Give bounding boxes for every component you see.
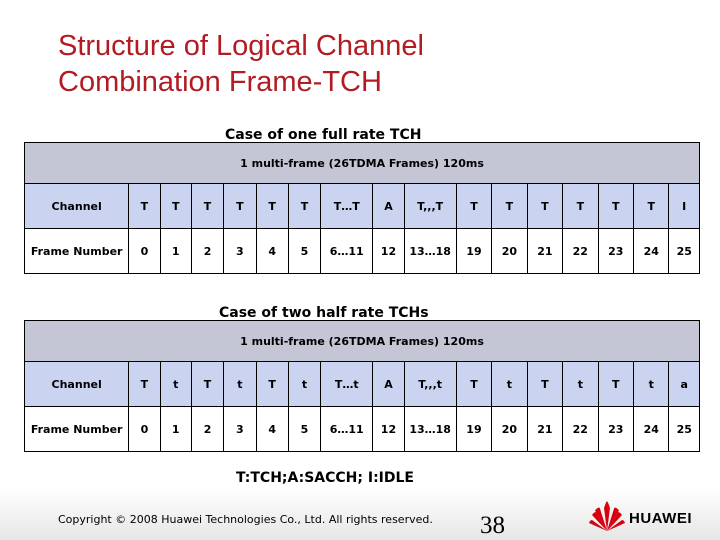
slide-title [58, 28, 658, 100]
table1-frame-cell: 13…18 [404, 229, 456, 274]
table2-channel-cell: T [598, 362, 633, 407]
table2-channel-cell: t [492, 362, 527, 407]
table1-channel-cell: T [563, 184, 598, 229]
table2-channel-label: Channel [25, 362, 129, 407]
table2-frame-cell: 20 [492, 407, 527, 452]
table1-channel-cell: T [129, 184, 160, 229]
table2-frame-label: Frame Number [25, 407, 129, 452]
table2-header-row [25, 321, 700, 362]
table1-channel-row [25, 184, 700, 229]
huawei-logo-icon [587, 499, 627, 533]
table2-channel-cell: t [160, 362, 191, 407]
table1-frame-cell: 25 [669, 229, 700, 274]
table2-channel-row [25, 362, 700, 407]
full-rate-tch-table [24, 142, 700, 274]
table2-frame-cell: 25 [669, 407, 700, 452]
table2-channel-cell: A [373, 362, 404, 407]
table1-frame-cell: 20 [492, 229, 527, 274]
slide-title-line-1: Structure of Logical Channel [58, 30, 424, 62]
table1-channel-cell: T [456, 184, 491, 229]
huawei-logo-text: HUAWEI [629, 510, 692, 527]
table1-channel-cell: T [191, 184, 223, 229]
table2-frame-cell: 0 [129, 407, 160, 452]
table1-frame-cell: 5 [288, 229, 320, 274]
table2-frame-cell: 21 [527, 407, 562, 452]
table1-frame-cell: 21 [527, 229, 562, 274]
table1-frame-cell: 6…11 [321, 229, 373, 274]
table1-channel-cell: T [224, 184, 256, 229]
table2-channel-cell: T [527, 362, 562, 407]
table1-frame-label: Frame Number [25, 229, 129, 274]
table1-channel-cell: T [527, 184, 562, 229]
table2-frame-cell: 24 [634, 407, 669, 452]
table1-channel-cell: T [160, 184, 191, 229]
table2-frame-cell: 2 [191, 407, 223, 452]
copyright-text: Copyright © 2008 Huawei Technologies Co., Ltd. All rights reserved. [58, 513, 433, 526]
table1-frame-cell: 2 [191, 229, 223, 274]
table2-frame-cell: 13…18 [404, 407, 456, 452]
table1-frame-cell: 4 [256, 229, 288, 274]
table1-channel-cell: T…T [321, 184, 373, 229]
table1-channel-cell: T [256, 184, 288, 229]
table2-caption: Case of two half rate TCHs [219, 305, 429, 321]
table2-channel-cell: t [634, 362, 669, 407]
table2-frame-cell: 4 [256, 407, 288, 452]
table1-channel-cell: T,,,T [404, 184, 456, 229]
table2-header: 1 multi-frame (26TDMA Frames) 120ms [25, 321, 700, 362]
table1-channel-cell: T [492, 184, 527, 229]
table2-channel-cell: t [224, 362, 256, 407]
table1-frame-row [25, 229, 700, 274]
table1-frame-cell: 3 [224, 229, 256, 274]
table1-frame-cell: 1 [160, 229, 191, 274]
table1-frame-cell: 24 [634, 229, 669, 274]
table1-header-row [25, 143, 700, 184]
table2-frame-cell: 6…11 [321, 407, 373, 452]
table1-channel-label: Channel [25, 184, 129, 229]
table2-channel-cell: T…t [321, 362, 373, 407]
table2-frame-cell: 23 [598, 407, 633, 452]
table1-channel-cell: T [634, 184, 669, 229]
table2-channel-cell: t [563, 362, 598, 407]
table1-channel-cell: T [598, 184, 633, 229]
table1-frame-cell: 23 [598, 229, 633, 274]
table1-header: 1 multi-frame (26TDMA Frames) 120ms [25, 143, 700, 184]
table2-channel-cell: T [456, 362, 491, 407]
table2-channel-cell: a [669, 362, 700, 407]
table2-channel-cell: T,,,t [404, 362, 456, 407]
table2-channel-cell: T [256, 362, 288, 407]
channel-legend: T:TCH;A:SACCH; I:IDLE [236, 470, 414, 486]
half-rate-tch-table [24, 320, 700, 452]
table1-caption: Case of one full rate TCH [225, 127, 422, 143]
table1-frame-cell: 0 [129, 229, 160, 274]
table2-frame-cell: 22 [563, 407, 598, 452]
table2-channel-cell: T [191, 362, 223, 407]
table2-frame-cell: 12 [373, 407, 404, 452]
table1-channel-cell: T [288, 184, 320, 229]
slide-title-line-2: Combination Frame-TCH [58, 66, 382, 98]
table1-channel-cell: A [373, 184, 404, 229]
table1-channel-cell: I [669, 184, 700, 229]
table2-frame-cell: 1 [160, 407, 191, 452]
table2-channel-cell: T [129, 362, 160, 407]
table1-frame-cell: 12 [373, 229, 404, 274]
page-number: 38 [480, 512, 505, 539]
table1-frame-cell: 19 [456, 229, 491, 274]
table2-frame-row [25, 407, 700, 452]
table2-frame-cell: 19 [456, 407, 491, 452]
table2-frame-cell: 3 [224, 407, 256, 452]
table1-frame-cell: 22 [563, 229, 598, 274]
table2-channel-cell: t [288, 362, 320, 407]
table2-frame-cell: 5 [288, 407, 320, 452]
